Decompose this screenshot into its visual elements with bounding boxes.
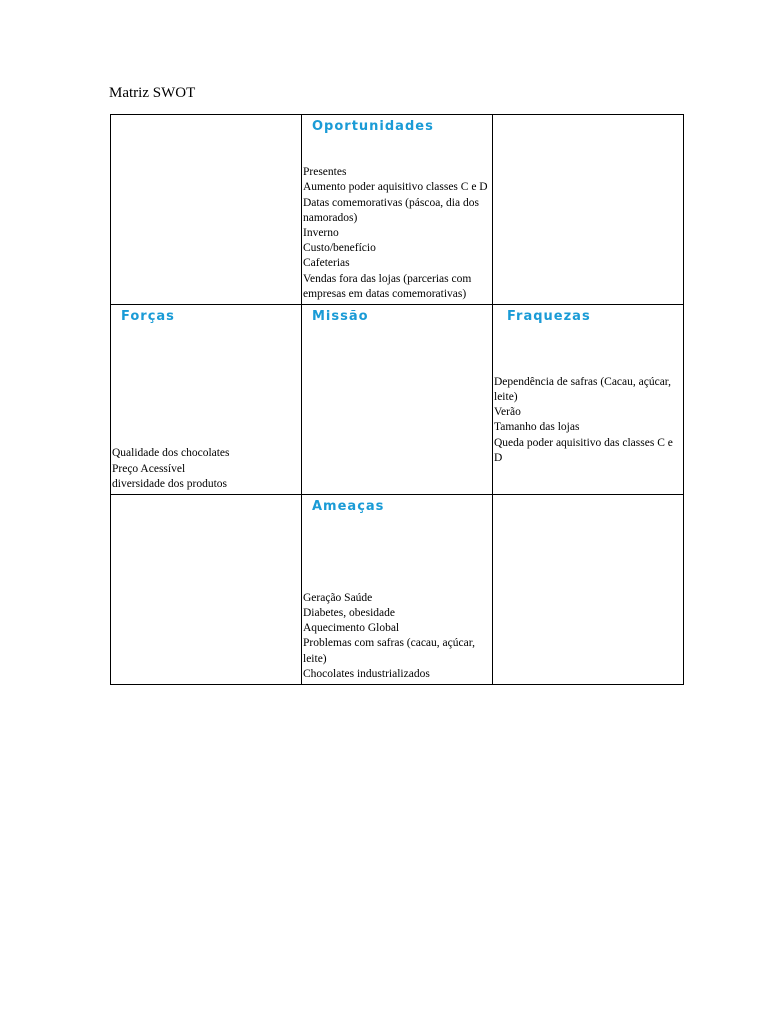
- fraquezas-list: [494, 375, 680, 466]
- swot-row-middle: [111, 305, 684, 495]
- cell-oportunidades: [302, 115, 493, 305]
- cell-ameacas: [302, 495, 493, 685]
- ameacas-list: [303, 591, 489, 682]
- cell-fraquezas: [493, 305, 684, 495]
- list-item: Dependência de safras (Cacau, açúcar, leite): [494, 375, 672, 403]
- list-item: Geração Saúde: [303, 591, 373, 604]
- list-item: Chocolates industrializados: [303, 667, 430, 680]
- list-item: Datas comemorativas (páscoa, dia dos namorados): [303, 196, 479, 224]
- oportunidades-heading: Oportunidades: [312, 119, 434, 134]
- cell-empty-bottom-left: [111, 495, 302, 685]
- list-item: Custo/benefício: [303, 242, 376, 255]
- list-item: Problemas com safras (cacau, açúcar, leite): [303, 637, 475, 665]
- swot-matrix: [110, 114, 684, 685]
- list-item: Queda poder aquisitivo das classes C e D: [494, 436, 673, 464]
- swot-row-bottom: [111, 495, 684, 685]
- cell-forcas: [111, 305, 302, 495]
- cell-empty-top-left: [111, 115, 302, 305]
- list-item: Preço Acessível: [112, 462, 186, 475]
- list-item: Vendas fora das lojas (parcerias com empresas em datas comemorativas): [303, 272, 472, 300]
- cell-empty-top-right: [493, 115, 684, 305]
- missao-heading: Missão: [312, 309, 369, 324]
- cell-missao: [302, 305, 493, 495]
- ameacas-heading: Ameaças: [312, 499, 385, 514]
- list-item: Presentes: [303, 166, 347, 179]
- list-item: Diabetes, obesidade: [303, 606, 395, 619]
- list-item: Aumento poder aquisitivo classes C e D: [303, 181, 488, 194]
- list-item: Cafeterias: [303, 257, 350, 270]
- list-item: diversidade dos produtos: [112, 477, 227, 490]
- oportunidades-list: [303, 165, 489, 302]
- forcas-list: [112, 446, 298, 492]
- list-item: Inverno: [303, 226, 339, 239]
- swot-row-top: [111, 115, 684, 305]
- list-item: Tamanho das lojas: [494, 421, 580, 434]
- list-item: Qualidade dos chocolates: [112, 447, 230, 460]
- list-item: Verão: [494, 406, 521, 419]
- fraquezas-heading: Fraquezas: [507, 309, 591, 324]
- list-item: Aquecimento Global: [303, 622, 400, 635]
- forcas-heading: Forças: [121, 309, 175, 324]
- cell-empty-bottom-right: [493, 495, 684, 685]
- page-title: Matriz SWOT: [109, 85, 196, 101]
